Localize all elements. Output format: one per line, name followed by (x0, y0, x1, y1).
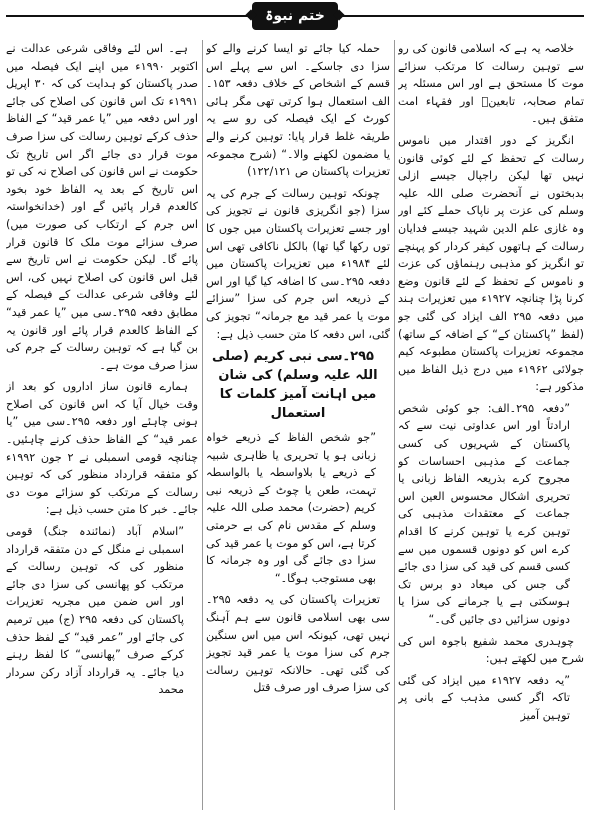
quoted-paragraph: ”دفعہ ۲۹۵۔الف: جو کوئی شخص ارادتاً اور اس عداوتی نیت سے کہ پاکستان کے شہریوں کی کسی جماعت کے مذہبی احساسات کو مجروح کرے بذریعہ الفاظ زبانی یا تحریری اشکال محسوس العین اس جماعت کے معتقدات مذہبی کی توہین کرے یا توہین کرنے کا اقدام کرے اس کو دونوں قسموں میں سے کسی قسم کی قید کی سزا دی جائے گی جس کی میعاد دو برس تک ہوسکتی ہے یا جرمانے کی سزا یا دونوں سزائیں دی جائیں گی۔“ (398, 401, 570, 626)
masthead-logo: ختم نبوۃ (252, 2, 338, 30)
quoted-paragraph: ”یہ دفعہ ۱۹۲۷ء میں ایزاد کی گئی تاکہ اگر کسی مذہب کے بانی پر توہین آمیز (398, 673, 570, 722)
section-heading: ۲۹۵۔سی نبی کریم (صلی اللہ علیہ وسلم) کی شان میں اہانت آمیز کلمات کا استعمال (212, 349, 378, 422)
quoted-paragraph: ”جو شخص الفاظ کے ذریعے خواہ زبانی ہو یا تحریری یا ظاہری شبیہ کے ذریعے یا بلاواسطہ یا بالواسطہ تہمت، طعن یا چوٹ کے ذریعہ نبی کریم (حضرت) محمد صلی اللہ علیہ وسلم کے مقدس نام کی بے حرمتی کرتا ہے، اس کو موت یا عمر قید کی سزا دی جائے گی اور وہ جرمانہ کا بھی مستوجب ہوگا۔“ (206, 431, 376, 585)
article-column-left (6, 40, 198, 810)
header-rule-left (6, 15, 252, 17)
column-divider-left (202, 40, 203, 810)
page-header (0, 0, 590, 34)
article-column-right (398, 40, 584, 810)
paragraph: تعزیرات پاکستان کی یہ دفعہ ۲۹۵۔سی بھی اسلامی قانون سے ہم آہنگ نہیں تھی، کیونکہ اس میں اس سنگین جرم کی سزا موت یا عمر قید تجویز کی گئی تھی۔ حالانکہ توہین رسالت کی سزا صرف اور صرف قتل (206, 593, 390, 695)
quoted-paragraph: ”اسلام آباد (نمائندہ جنگ) قومی اسمبلی نے منگل کے دن متفقہ قرارداد منظور کی کہ توہین رسالت کے مرتکب کو پھانسی کی سزا دی جائے اور اس ضمن میں مجریہ تعزیرات پاکستان کی دفعہ ۲۹۵ (ج) میں ترمیم کی جائے اور ”عمر قید“ کے لفظ حذف کرکے صرف ”پھانسی“ کا لفظ رہنے دیا جائے۔ یہ قرارداد آزاد رکن سردار محمد (6, 525, 185, 697)
paragraph: ہے۔ اس لئے وفاقی شرعی عدالت نے اکتوبر ۱۹۹۰ء میں اپنے ایک فیصلہ میں صدر پاکستان کو ہدایت کی کہ ۳۰ اپریل ۱۹۹۱ء تک اس قانون کی اصلاح کی جائے اور اس دفعہ میں ”یا عمر قید“ کے الفاظ حذف کرکے توہین رسالت کی سزا صرف موت قرار دی جائے اگر اس تاریخ تک حکومت نے اس قانون کی اصلاح نہ کی تو اس تاریخ کے بعد یہ الفاظ خود بخود کالعدم قرار پائیں گے اور (خدانخواستہ اس جرم کے ارتکاب کی صورت میں) صرف سزائے موت ملک کا قانون قرار پائے گا۔ لیکن حکومت نے اس تاریخ سے قبل اس قانون کی اصلاح نہیں کی، اس لئے وفاقی شرعی عدالت کے فیصلہ کے مطابق دفعہ ۲۹۵۔سی میں ”یا عمر قید“ کے الفاظ کالعدم قرار پائے اور قانون یہ بن گیا ہے کہ توہین رسالت کے جرم کی سزا صرف موت ہے۔ (6, 42, 198, 372)
paragraph: ہمارے قانون ساز اداروں کو بعد از وقت خیال آیا کہ اس قانون کی اصلاح ہونی چاہئے اور دفعہ ۲۹۵۔سی میں ”یا عمر قید“ کے الفاظ حذف کرنے چاہئیں۔ چنانچہ قومی اسمبلی نے ۲ جون ۱۹۹۲ء کو متفقہ قرارداد منظور کی کہ توہین رسالت کے مرتکب کو سزائے موت دی جائے۔ خبر کا متن حسب ذیل ہے: (6, 380, 198, 517)
column-divider-right (394, 40, 395, 810)
header-rule-right (338, 15, 584, 17)
paragraph: چوہدری محمد شفیع باجوہ اس کی شرح میں لکھتے ہیں: (398, 634, 584, 666)
article-column-middle (206, 40, 390, 810)
paragraph: چونکہ توہین رسالت کے جرم کی یہ سزا (جو انگریزی قانون نے تجویز کی اور جسے تعزیرات پاکستان میں جوں کا توں رکھا گیا تھا) بالکل ناکافی تھی اس لئے ۱۹۸۴ء میں تعزیرات پاکستان میں دفعہ ۲۹۵۔سی کا اضافہ کیا گیا اور اس کے ذریعہ اس جرم کی سزا ”سزائے موت یا عمر قید مع جرمانہ“ تجویز کی گئی، اس دفعہ کا متن حسب ذیل ہے: (206, 186, 390, 341)
paragraph: انگریز کے دور اقتدار میں ناموس رسالت کے تحفظ کے لئے کوئی قانون نہیں تھا لیکن راجپال جیسے ازلی بدبختوں نے آنحضرت صلی اللہ علیہ وسلم کی عزت پر ناپاک حملے کئے اور وہ غازی علم الدین شہید جیسے فدایان رسالت کے ہاتھوں کیفر کردار کو پہنچے تو انگریز کو مذہبی رہنماؤں کی عزت و ناموس کے تحفظ کے لئے قانون وضع کرنا پڑا چنانچہ ۱۹۲۷ء میں تعزیرات ہند میں دفعہ ۲۹۵ الف ایزاد کی گئی جو (لفظ ”پاکستان کے“ کے اضافہ کے ساتھ) مجموعہ تعزیرات پاکستان مطبوعہ کیم جولائی ۱۹۶۲ء میں درج ذیل الفاظ میں مذکور ہے: (398, 133, 584, 394)
paragraph: خلاصہ یہ ہے کہ اسلامی قانون کی رو سے توہین رسالت کا مرتکب سزائے موت کا مستحق ہے اور اس مسئلہ پر تمام صحابہ، تابعینؓ اور فقہاء امت متفق ہیں۔ (398, 42, 584, 126)
paragraph: حملہ کیا جائے تو ایسا کرنے والے کو سزا دی جاسکے۔ اس سے پہلے اس قسم کے اشخاص کے خلاف دفعہ ۱۵۳۔الف استعمال ہوا کرتی تھی مگر ہائی کورٹ کے ایک فیصلہ کی رو سے یہ طریقہ غلط قرار پایا: توہین کرنے والے یا مضمون لکھنے والا۔“ (شرح مجموعہ تعزیرات پاکستان ص ۱۲۲/۱۲۱) (206, 42, 390, 179)
